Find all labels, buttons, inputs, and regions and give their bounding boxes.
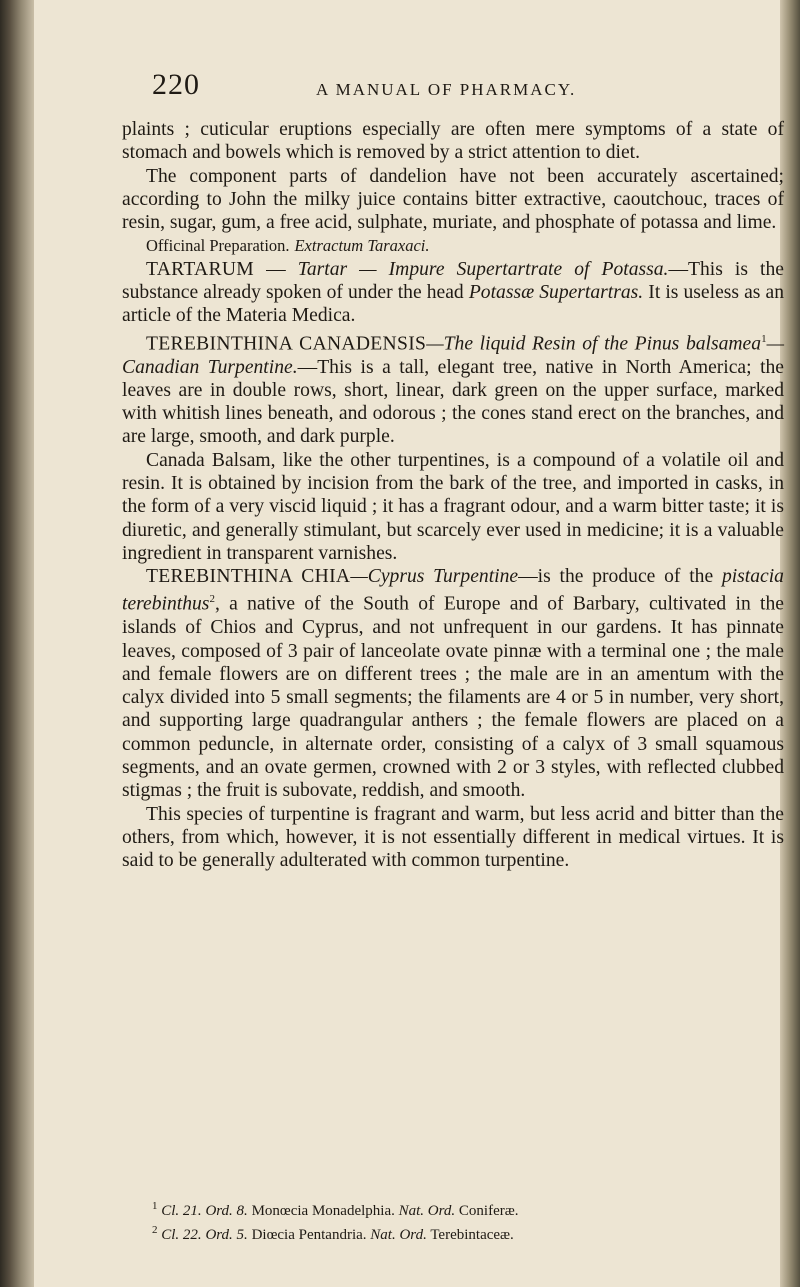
entry-name: TARTARUM bbox=[146, 258, 255, 280]
footnote-1: $^1$ Cl. 21. Ord. 8. Monœcia Monadelphia. Nat. Ord. Coniferæ. bbox=[152, 1200, 519, 1219]
running-title: A MANUAL OF PHARMACY. bbox=[316, 80, 577, 99]
body-text bbox=[122, 118, 784, 873]
paragraph-canada-balsam: Canada Balsam, like the other turpentines, is a compound of a volatile oil and resin. It is obtained by incision from the bark of the tree, and imported in casks, in the form of a very viscid liquid ; it has a fragrant odour, and a warm bitter taste; it is diuretic, and generally stimulant, but scarcely ever used in medicine; it is a valuable ingredient in transparent varnishes. bbox=[122, 449, 784, 564]
footnote-ref: 2 bbox=[209, 593, 215, 606]
paragraph-dandelion: The component parts of dandelion have not been accurately ascertained; according to John the milky juice contains bitter extractive, caoutchouc, traces of resin, sugar, gum, a free acid, sulphate, muriate, and phosphate of potassa and lime. bbox=[122, 165, 784, 234]
book-gutter-left bbox=[0, 0, 34, 1287]
entry-synonym: Tartar — Impure Supertartrate of Potassa. bbox=[297, 258, 669, 280]
footnote-2: $^2$ Cl. 22. Ord. 5. Diœcia Pentandria. Nat. Ord. Terebintaceæ. bbox=[152, 1224, 514, 1243]
entry-name: TEREBINTHINA CANADENSIS bbox=[146, 333, 427, 355]
officinal-label: Officinal Preparation. bbox=[146, 236, 290, 256]
entry-name: TEREBINTHINA CHIA bbox=[146, 566, 351, 588]
entry-terebinthina-canadensis: TEREBINTHINA CANADENSIS—The liquid Resin of the Pinus balsamea$^1$—Canadian Turpentine.—This is a tall, elegant tree, native in North America; the leaves are in double rows, short, linear, dark green on the upper surface, marked with whitish lines beneath, and odorous ; the cones stand erect on the branches, and are large, smooth, and dark purple. bbox=[122, 332, 785, 448]
entry-tartarum: TARTARUM — Tartar — Impure Supertartrate of Potassa.—This is the substance already spoken of under the head Potassæ Supertartras. It is useless as an article of the Materia Medica. bbox=[122, 258, 785, 327]
officinal-value: Extractum Taraxaci. bbox=[294, 236, 430, 256]
paragraph-species: This species of turpentine is fragrant and warm, but less acrid and bitter than the others, from which, however, it is not essentially different in medical virtues. It is said to be generally adulterated with common turpentine. bbox=[122, 803, 784, 872]
footnotes bbox=[152, 1197, 792, 1245]
footnote-ref: 1 bbox=[761, 332, 767, 345]
page-number: 220 bbox=[152, 68, 200, 101]
entry-terebinthina-chia: TEREBINTHINA CHIA—Cyprus Turpentine—is the produce of the pistacia terebinthus$^2$, a native of the South of Europe and of Barbary, cultivated in the islands of Chios and Cyprus, and not unfrequent in our gardens. It has pinnate leaves, composed of 3 pair of lanceolate ovate pinnæ with a terminal one ; the male and female flowers are on different trees ; the male are in an amentum with the calyx divided into 5 small segments; the filaments are 4 or 5 in number, very short, and supporting large quadrangular anthers ; the female flowers are placed on a common peduncle, in alternate order, consisting of a calyx of 3 small squamous segments, and an ovate germen, crowned with 2 or 3 styles, with reflected clubbed stigmas ; the fruit is subovate, reddish, and smooth. bbox=[122, 566, 784, 802]
officinal-preparation bbox=[122, 234, 784, 257]
page-header bbox=[152, 68, 772, 112]
paragraph-continuation: plaints ; cuticular eruptions especially are often mere symptoms of a state of stomach and bowels which is removed by a strict attention to diet. bbox=[122, 119, 784, 164]
